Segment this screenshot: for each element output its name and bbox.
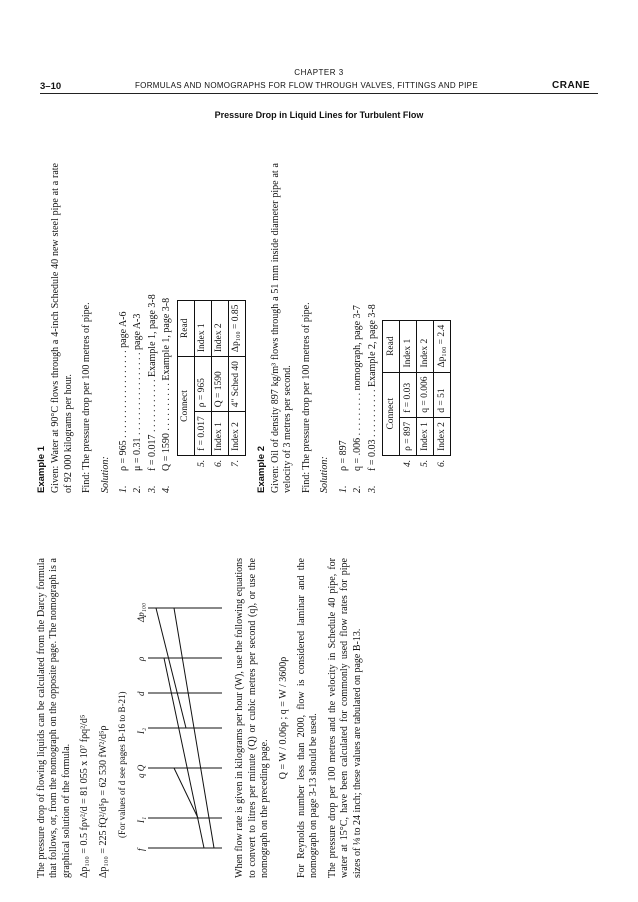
table-head-read: Read bbox=[177, 300, 194, 357]
equation-darcy-1: Δp₁₀₀ = 0.5 fρv²/d = 81 055 x 10⁷ fρq²/d⁵ bbox=[79, 714, 91, 878]
example2-step: 2. q = .006 . . . . . . . . . nomograph, page 3-7 bbox=[352, 305, 364, 493]
table-row: 4. ρ = 897 f = 0.03 Index 1 bbox=[399, 320, 416, 471]
example1-solution: Solution: bbox=[99, 456, 111, 493]
example1-table bbox=[177, 300, 246, 471]
page-number: 3–10 bbox=[40, 81, 62, 92]
nomograph-sketch bbox=[134, 558, 226, 878]
nomo-label-q: q Q bbox=[136, 764, 147, 778]
example2-find: Find: The pressure drop per 100 metres of pipe. bbox=[300, 302, 312, 493]
equation-darcy-2: Δp₁₀₀ = 225 fQ²/d⁵ρ = 62 530 fW²/d⁵ρ bbox=[97, 725, 109, 878]
nomo-label-d: d bbox=[136, 691, 147, 696]
rotated-body bbox=[36, 158, 604, 878]
nomo-label-dp: Δp₁₀₀ bbox=[136, 602, 147, 622]
running-title: FORMULAS AND NOMOGRAPHS FOR FLOW THROUGH VALVES, FITTINGS AND PIPE bbox=[135, 81, 478, 90]
table-row: 7. Index 2 4" Sched 40 Δp₁₀₀ = 0.85 bbox=[228, 300, 245, 471]
header-rule bbox=[40, 93, 598, 94]
equation-note: (For values of d see pages B-16 to B-21) bbox=[117, 691, 128, 838]
reynolds-paragraph: For Reynolds number less than 2000, flow is considered laminar and the nomograph on page 3-13 should be used. bbox=[296, 558, 320, 878]
left-column bbox=[36, 558, 370, 878]
intro-paragraph: The pressure drop of flowing liquids can be calculated from the Darcy formula that follows, or, from the nomograph on the opposite page. The nomograph is a graphical solution of the formula. bbox=[36, 558, 72, 878]
table-row: 6. Index 2 d = 51 Δp₁₀₀ = 2.4 bbox=[433, 320, 450, 471]
table-row: 5. Index 1 q = 0.006 Index 2 bbox=[416, 320, 433, 471]
example2-step: 1. ρ = 897 bbox=[337, 440, 349, 493]
equation-conversion: Q = W / 0.06ρ ; q = W / 3600ρ bbox=[277, 656, 289, 780]
table-row: 5. f = 0.017 ρ = 965 Index 1 bbox=[194, 300, 211, 471]
example1-step: 3. f = 0.017 . . . . . . . . . . . Example 1, page 3-8 bbox=[146, 294, 158, 493]
nomo-label-f: f bbox=[136, 848, 147, 851]
nomo-line-2 bbox=[174, 768, 198, 818]
example1-step: 1. ρ = 965 . . . . . . . . . . . . . . . . . . page A-6 bbox=[118, 311, 130, 493]
table-head-connect: Connect bbox=[382, 372, 399, 455]
right-column bbox=[36, 163, 457, 493]
table-row: 6. Index 1 Q = 1590 Index 2 bbox=[211, 300, 228, 471]
flow-rate-paragraph: When flow rate is given in kilograms per hour (W), use the following equations to convert to litres per minute (Q) or cubic metres per second (q), or use the nomograph on the preceding page. bbox=[234, 558, 271, 878]
example2-title: Example 2 bbox=[255, 446, 267, 493]
nomo-label-rho: ρ bbox=[136, 656, 147, 661]
table-head-read: Read bbox=[382, 320, 399, 372]
water-table-paragraph: The pressure drop per 100 metres and the velocity in Schedule 40 pipe, for water at 15°C, have been calculated for commonly used flow rates for pipe sizes of ⅛ to 24 inch; these values are tabulated on page B-13. bbox=[326, 558, 363, 878]
example1-step: 2. μ = 0.31 . . . . . . . . . . . . . . . . . page A-3 bbox=[132, 313, 144, 493]
nomo-label-i2: I₂ bbox=[136, 727, 147, 734]
section-title: Pressure Drop in Liquid Lines for Turbulent Flow bbox=[214, 110, 424, 120]
example1-given: Given: Water at 90°C flows through a 4-inch Schedule 40 new steel pipe at a rate of 92 000 kilograms per hour. bbox=[50, 163, 74, 493]
example2-table bbox=[382, 320, 451, 471]
nomo-line-3 bbox=[156, 608, 186, 728]
brand-logo: CRANE bbox=[552, 80, 591, 91]
chapter-label: CHAPTER 3 bbox=[294, 68, 344, 77]
nomo-label-i1: I₁ bbox=[136, 816, 147, 823]
example2-given: Given: Oil of density 897 kg/m³ flows through a 51 mm inside diameter pipe at a velocity of 3 metres per second. bbox=[270, 163, 294, 493]
example2-solution: Solution: bbox=[319, 456, 331, 493]
table-head-connect: Connect bbox=[177, 357, 194, 456]
example1-title: Example 1 bbox=[36, 446, 47, 493]
example1-find: Find: The pressure drop per 100 metres of pipe. bbox=[81, 302, 93, 493]
example2-step: 3. f = 0.03 . . . . . . . . . . Example 2, page 3-8 bbox=[366, 304, 378, 493]
example1-step: 4. Q = 1590 . . . . . . . . . . Example 1, page 3-8 bbox=[161, 297, 173, 493]
